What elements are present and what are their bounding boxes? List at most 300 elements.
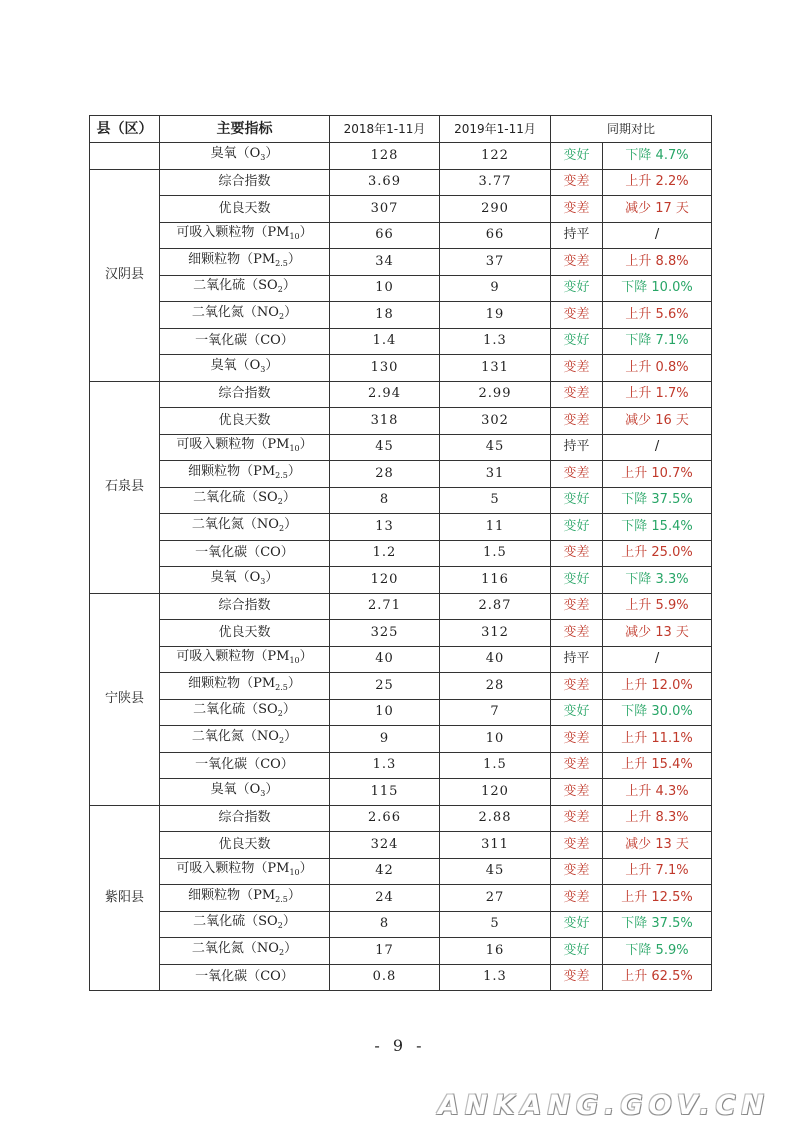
trend-detail: 减少 17 天	[603, 196, 712, 223]
value-2019: 116	[440, 567, 551, 594]
trend-detail: 上升 7.1%	[603, 858, 712, 885]
formula-subscript: 3	[260, 788, 266, 798]
indicator-name: 二氧化氮	[191, 940, 244, 956]
value-2019: 122	[440, 143, 551, 170]
value-2018: 318	[330, 408, 440, 435]
value-2018: 13	[330, 514, 440, 541]
trend-detail: 下降 3.3%	[603, 567, 712, 594]
formula-subscript: 2.5	[275, 894, 288, 904]
table-row	[90, 487, 712, 514]
indicator-name: 可吸入颗粒物	[176, 437, 255, 453]
value-2018: 2.66	[330, 805, 440, 832]
formula-close: ）	[280, 969, 294, 985]
header-2019: 2019年1-11月	[440, 116, 551, 143]
value-2018: 8	[330, 487, 440, 514]
value-2019: 5	[440, 911, 551, 938]
value-2018: 0.8	[330, 964, 440, 991]
indicator-name: 二氧化硫	[193, 490, 246, 506]
formula-open: （CO	[247, 969, 281, 985]
trend-detail: 下降 37.5%	[603, 911, 712, 938]
value-2019: 302	[440, 408, 551, 435]
trend-status: 变差	[551, 169, 603, 196]
formula-subscript: 2	[277, 497, 283, 507]
formula-close: ）	[287, 463, 301, 479]
indicator-cell	[160, 222, 330, 249]
trend-detail: /	[603, 222, 712, 249]
formula-open: （PM	[254, 225, 290, 241]
indicator-name: 二氧化硫	[193, 702, 246, 718]
table-row	[90, 328, 712, 355]
value-2018: 34	[330, 249, 440, 276]
value-2019: 1.5	[440, 540, 551, 567]
formula-close: ）	[287, 887, 301, 903]
formula-close: ）	[287, 675, 301, 691]
table-row	[90, 196, 712, 223]
indicator-cell	[160, 355, 330, 382]
indicator-name: 二氧化硫	[193, 278, 246, 294]
trend-status: 变差	[551, 408, 603, 435]
value-2018: 325	[330, 620, 440, 647]
trend-detail: 上升 15.4%	[603, 752, 712, 779]
indicator-name: 细颗粒物	[188, 251, 241, 267]
table-row	[90, 938, 712, 965]
value-2019: 131	[440, 355, 551, 382]
trend-status: 变差	[551, 805, 603, 832]
formula-open: （O	[236, 357, 261, 373]
indicator-name: 二氧化氮	[191, 516, 244, 532]
value-2019: 1.5	[440, 752, 551, 779]
trend-detail: 减少 16 天	[603, 408, 712, 435]
value-2019: 290	[440, 196, 551, 223]
indicator-name: 综合指数	[218, 810, 271, 826]
formula-close: ）	[287, 251, 301, 267]
trend-status: 变好	[551, 938, 603, 965]
county-name: 汉阴县	[90, 169, 160, 381]
formula-subscript: 3	[260, 152, 266, 162]
indicator-cell	[160, 593, 330, 620]
value-2019: 5	[440, 487, 551, 514]
formula-subscript: 10	[289, 656, 300, 666]
table-row	[90, 461, 712, 488]
indicator-cell	[160, 514, 330, 541]
value-2018: 1.2	[330, 540, 440, 567]
trend-detail: /	[603, 646, 712, 673]
page-number: - 9 -	[374, 1036, 426, 1055]
value-2019: 2.87	[440, 593, 551, 620]
indicator-cell	[160, 249, 330, 276]
table-row	[90, 169, 712, 196]
trend-status: 变差	[551, 593, 603, 620]
indicator-name: 二氧化氮	[191, 304, 244, 320]
indicator-cell	[160, 143, 330, 170]
table-row	[90, 355, 712, 382]
trend-status: 变差	[551, 832, 603, 859]
indicator-cell	[160, 461, 330, 488]
table-row	[90, 408, 712, 435]
formula-open: （PM	[254, 861, 290, 877]
indicator-name: 优良天数	[218, 200, 271, 216]
header-2018: 2018年1-11月	[330, 116, 440, 143]
value-2019: 16	[440, 938, 551, 965]
table-row	[90, 646, 712, 673]
value-2018: 307	[330, 196, 440, 223]
indicator-name: 可吸入颗粒物	[176, 649, 255, 665]
indicator-name: 臭氧	[210, 145, 237, 161]
trend-status: 变差	[551, 673, 603, 700]
formula-subscript: 2	[277, 709, 283, 719]
formula-close: ）	[284, 940, 298, 956]
trend-status: 变好	[551, 275, 603, 302]
indicator-name: 二氧化氮	[191, 728, 244, 744]
trend-detail: 上升 5.6%	[603, 302, 712, 329]
indicator-cell	[160, 434, 330, 461]
value-2018: 25	[330, 673, 440, 700]
trend-detail: 上升 10.7%	[603, 461, 712, 488]
trend-status: 变好	[551, 514, 603, 541]
formula-subscript: 3	[260, 364, 266, 374]
formula-close: ）	[265, 569, 279, 585]
formula-close: ）	[282, 914, 296, 930]
trend-detail: 下降 30.0%	[603, 699, 712, 726]
value-2019: 11	[440, 514, 551, 541]
trend-status: 变差	[551, 858, 603, 885]
formula-open: （CO	[247, 545, 281, 561]
trend-detail: /	[603, 434, 712, 461]
formula-open: （CO	[247, 333, 281, 349]
formula-open: （NO	[243, 516, 279, 532]
table-row	[90, 885, 712, 912]
formula-close: ）	[284, 304, 298, 320]
trend-detail: 上升 11.1%	[603, 726, 712, 753]
table-row	[90, 699, 712, 726]
value-2019: 1.3	[440, 964, 551, 991]
formula-subscript: 10	[289, 868, 300, 878]
value-2019: 31	[440, 461, 551, 488]
trend-detail: 上升 5.9%	[603, 593, 712, 620]
indicator-cell	[160, 752, 330, 779]
table-row	[90, 911, 712, 938]
value-2018: 3.69	[330, 169, 440, 196]
indicator-name: 细颗粒物	[188, 675, 241, 691]
indicator-name: 优良天数	[218, 412, 271, 428]
formula-open: （PM	[254, 437, 290, 453]
indicator-cell	[160, 381, 330, 408]
indicator-cell	[160, 779, 330, 806]
indicator-cell	[160, 275, 330, 302]
value-2018: 324	[330, 832, 440, 859]
formula-open: （PM	[240, 887, 276, 903]
formula-close: ）	[280, 333, 294, 349]
indicator-cell	[160, 964, 330, 991]
formula-subscript: 2	[277, 285, 283, 295]
formula-subscript: 10	[289, 232, 300, 242]
indicator-name: 一氧化碳	[195, 333, 248, 349]
formula-open: （PM	[240, 675, 276, 691]
trend-status: 持平	[551, 434, 603, 461]
value-2018: 10	[330, 699, 440, 726]
indicator-name: 一氧化碳	[195, 969, 248, 985]
indicator-cell	[160, 540, 330, 567]
trend-status: 变差	[551, 381, 603, 408]
formula-subscript: 2	[278, 523, 285, 533]
value-2019: 45	[440, 858, 551, 885]
value-2019: 120	[440, 779, 551, 806]
indicator-name: 优良天数	[218, 624, 271, 640]
formula-close: ）	[284, 516, 298, 532]
trend-status: 变好	[551, 911, 603, 938]
formula-open: （O	[236, 145, 261, 161]
trend-status: 变差	[551, 540, 603, 567]
county-name: 石泉县	[90, 381, 160, 593]
table-row	[90, 514, 712, 541]
indicator-name: 综合指数	[218, 598, 271, 614]
value-2018: 2.94	[330, 381, 440, 408]
trend-status: 变差	[551, 752, 603, 779]
value-2018: 1.4	[330, 328, 440, 355]
trend-status: 持平	[551, 222, 603, 249]
table-body	[90, 143, 712, 991]
header-indicator: 主要指标	[160, 116, 330, 143]
formula-close: ）	[299, 437, 313, 453]
formula-subscript: 2	[278, 311, 285, 321]
formula-close: ）	[265, 145, 279, 161]
trend-status: 变差	[551, 249, 603, 276]
indicator-name: 综合指数	[218, 386, 271, 402]
formula-open: （O	[236, 569, 261, 585]
table-row	[90, 222, 712, 249]
table-row	[90, 673, 712, 700]
formula-open: （NO	[243, 728, 279, 744]
formula-open: （PM	[240, 251, 276, 267]
value-2018: 2.71	[330, 593, 440, 620]
value-2018: 42	[330, 858, 440, 885]
trend-detail: 减少 13 天	[603, 620, 712, 647]
value-2019: 3.77	[440, 169, 551, 196]
formula-open: （SO	[245, 490, 278, 506]
trend-status: 变差	[551, 355, 603, 382]
trend-detail: 下降 7.1%	[603, 328, 712, 355]
trend-detail: 下降 4.7%	[603, 143, 712, 170]
value-2019: 37	[440, 249, 551, 276]
formula-subscript: 2	[278, 947, 285, 957]
table-row	[90, 964, 712, 991]
county-cell-empty	[90, 143, 160, 170]
formula-subscript: 3	[260, 576, 266, 586]
trend-status: 变差	[551, 302, 603, 329]
table-row	[90, 249, 712, 276]
trend-detail: 下降 5.9%	[603, 938, 712, 965]
formula-open: （O	[236, 781, 261, 797]
indicator-cell	[160, 858, 330, 885]
table-row	[90, 302, 712, 329]
value-2018: 9	[330, 726, 440, 753]
table-row	[90, 275, 712, 302]
indicator-cell	[160, 328, 330, 355]
formula-open: （PM	[254, 649, 290, 665]
table-row	[90, 620, 712, 647]
formula-open: （NO	[243, 940, 279, 956]
table-header-row	[90, 116, 712, 143]
trend-detail: 下降 10.0%	[603, 275, 712, 302]
indicator-name: 臭氧	[210, 781, 237, 797]
trend-status: 变差	[551, 779, 603, 806]
county-name: 紫阳县	[90, 805, 160, 991]
value-2019: 9	[440, 275, 551, 302]
value-2019: 66	[440, 222, 551, 249]
air-quality-table	[89, 115, 712, 991]
indicator-cell	[160, 620, 330, 647]
indicator-cell	[160, 699, 330, 726]
trend-status: 变差	[551, 964, 603, 991]
indicator-cell	[160, 726, 330, 753]
value-2019: 28	[440, 673, 551, 700]
value-2018: 24	[330, 885, 440, 912]
trend-status: 变差	[551, 726, 603, 753]
table-row	[90, 858, 712, 885]
table-row	[90, 434, 712, 461]
value-2018: 115	[330, 779, 440, 806]
table-row	[90, 726, 712, 753]
value-2019: 312	[440, 620, 551, 647]
indicator-cell	[160, 169, 330, 196]
formula-close: ）	[282, 702, 296, 718]
formula-subscript: 2.5	[275, 258, 288, 268]
formula-close: ）	[299, 861, 313, 877]
indicator-cell	[160, 805, 330, 832]
value-2019: 40	[440, 646, 551, 673]
value-2019: 19	[440, 302, 551, 329]
trend-status: 持平	[551, 646, 603, 673]
indicator-cell	[160, 832, 330, 859]
formula-subscript: 10	[289, 444, 300, 454]
formula-open: （SO	[245, 278, 278, 294]
indicator-name: 一氧化碳	[195, 545, 248, 561]
indicator-name: 臭氧	[210, 569, 237, 585]
formula-close: ）	[282, 490, 296, 506]
formula-open: （SO	[245, 914, 278, 930]
formula-close: ）	[299, 649, 313, 665]
table-row	[90, 752, 712, 779]
table-row	[90, 779, 712, 806]
trend-detail: 上升 2.2%	[603, 169, 712, 196]
indicator-cell	[160, 673, 330, 700]
value-2019: 45	[440, 434, 551, 461]
trend-detail: 上升 1.7%	[603, 381, 712, 408]
table-row	[90, 805, 712, 832]
formula-subscript: 2.5	[275, 470, 288, 480]
value-2018: 10	[330, 275, 440, 302]
indicator-name: 一氧化碳	[195, 757, 248, 773]
indicator-cell	[160, 196, 330, 223]
formula-open: （SO	[245, 702, 278, 718]
value-2019: 1.3	[440, 328, 551, 355]
indicator-name: 优良天数	[218, 836, 271, 852]
value-2018: 45	[330, 434, 440, 461]
value-2018: 1.3	[330, 752, 440, 779]
formula-open: （CO	[247, 757, 281, 773]
header-compare: 同期对比	[551, 116, 712, 143]
formula-close: ）	[280, 545, 294, 561]
trend-detail: 下降 15.4%	[603, 514, 712, 541]
indicator-cell	[160, 911, 330, 938]
value-2018: 128	[330, 143, 440, 170]
indicator-name: 可吸入颗粒物	[176, 225, 255, 241]
value-2018: 17	[330, 938, 440, 965]
value-2018: 66	[330, 222, 440, 249]
header-county: 县（区）	[90, 116, 160, 143]
value-2018: 8	[330, 911, 440, 938]
trend-detail: 上升 8.3%	[603, 805, 712, 832]
trend-detail: 上升 25.0%	[603, 540, 712, 567]
value-2019: 10	[440, 726, 551, 753]
value-2018: 28	[330, 461, 440, 488]
trend-detail: 减少 13 天	[603, 832, 712, 859]
table-row	[90, 593, 712, 620]
value-2018: 120	[330, 567, 440, 594]
formula-subscript: 2	[277, 921, 283, 931]
table-row	[90, 832, 712, 859]
trend-detail: 上升 62.5%	[603, 964, 712, 991]
indicator-cell	[160, 938, 330, 965]
indicator-name: 细颗粒物	[188, 887, 241, 903]
value-2018: 18	[330, 302, 440, 329]
site-watermark: ANKANG.GOV.CN	[438, 1090, 770, 1121]
county-name: 宁陕县	[90, 593, 160, 805]
formula-subscript: 2	[278, 735, 285, 745]
trend-status: 变好	[551, 328, 603, 355]
trend-detail: 下降 37.5%	[603, 487, 712, 514]
indicator-cell	[160, 487, 330, 514]
value-2018: 40	[330, 646, 440, 673]
value-2019: 2.99	[440, 381, 551, 408]
indicator-name: 可吸入颗粒物	[176, 861, 255, 877]
trend-status: 变差	[551, 196, 603, 223]
table-row	[90, 143, 712, 170]
formula-close: ）	[265, 357, 279, 373]
trend-status: 变差	[551, 620, 603, 647]
trend-status: 变差	[551, 461, 603, 488]
value-2019: 311	[440, 832, 551, 859]
table-row	[90, 540, 712, 567]
trend-status: 变好	[551, 487, 603, 514]
trend-status: 变好	[551, 699, 603, 726]
indicator-name: 二氧化硫	[193, 914, 246, 930]
value-2018: 130	[330, 355, 440, 382]
trend-detail: 上升 12.0%	[603, 673, 712, 700]
formula-open: （PM	[240, 463, 276, 479]
indicator-name: 细颗粒物	[188, 463, 241, 479]
trend-detail: 上升 12.5%	[603, 885, 712, 912]
value-2019: 27	[440, 885, 551, 912]
indicator-cell	[160, 885, 330, 912]
formula-close: ）	[299, 225, 313, 241]
trend-status: 变差	[551, 885, 603, 912]
formula-close: ）	[284, 728, 298, 744]
trend-status: 变好	[551, 143, 603, 170]
indicator-cell	[160, 646, 330, 673]
indicator-name: 综合指数	[218, 174, 271, 190]
indicator-cell	[160, 567, 330, 594]
formula-close: ）	[282, 278, 296, 294]
formula-subscript: 2.5	[275, 682, 288, 692]
indicator-cell	[160, 302, 330, 329]
indicator-cell	[160, 408, 330, 435]
table-row	[90, 381, 712, 408]
formula-close: ）	[280, 757, 294, 773]
trend-detail: 上升 0.8%	[603, 355, 712, 382]
value-2019: 2.88	[440, 805, 551, 832]
trend-detail: 上升 4.3%	[603, 779, 712, 806]
